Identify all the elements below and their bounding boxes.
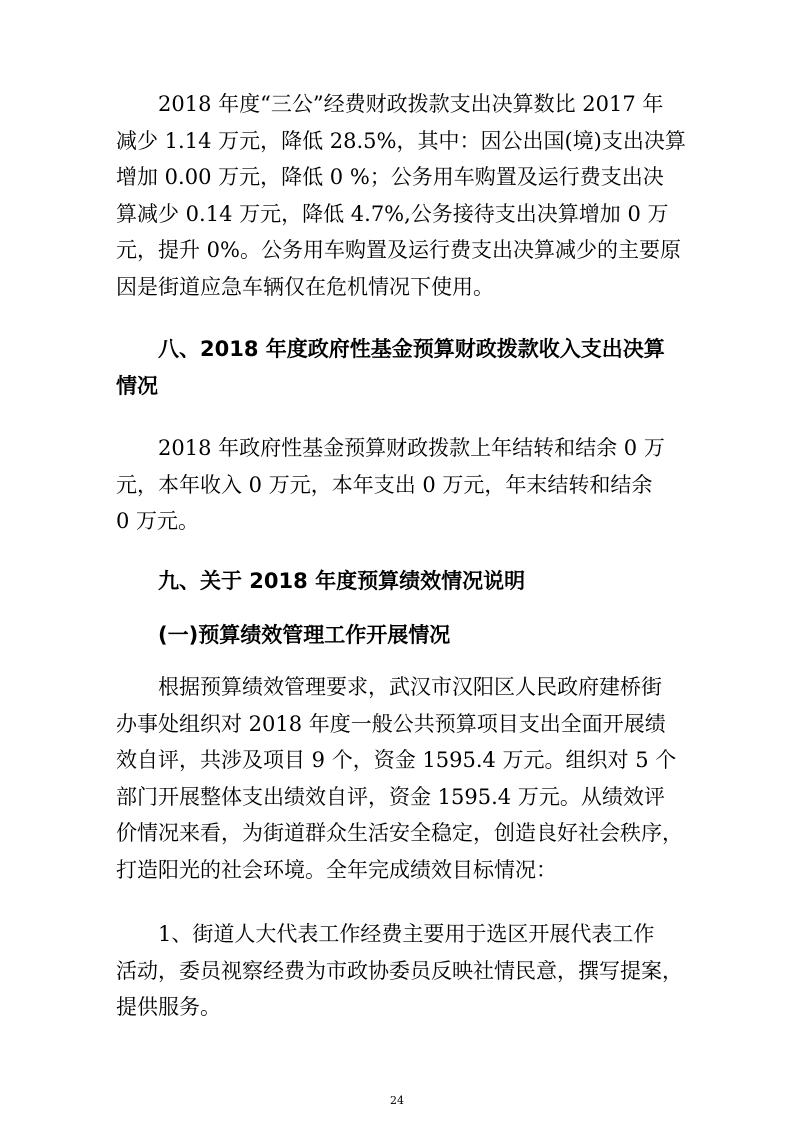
text-line: 活动，委员视察经费为市政协委员反映社情民意，撰写提案， [116, 958, 683, 983]
text-line: 效自评，共涉及项目 9 个，资金 1595.4 万元。组织对 5 个 [116, 748, 677, 772]
subsection-heading-1 [116, 617, 696, 654]
text-line: 提供服务。 [116, 995, 221, 1019]
paragraph-sangong-expenditure [116, 86, 696, 305]
paragraph-performance-management [116, 669, 696, 888]
text-line: 2018 年度“三公”经费财政拨款支出决算数比 2017 年 [158, 92, 664, 116]
section-heading-8 [116, 331, 696, 404]
text-line: 元，本年收入 0 万元，本年支出 0 万元，年末结转和结余 [116, 472, 653, 497]
text-line: 1、街道人大代表工作经费主要用于选区开展代表工作 [158, 922, 655, 946]
page-number: 24 [390, 1094, 404, 1107]
text-line: 增加 0.00 万元，降低 0 %；公务用车购置及运行费支出决 [116, 165, 664, 189]
heading-line: 九、关于 2018 年度预算绩效情况说明 [158, 569, 526, 593]
text-line: 部门开展整体支出绩效自评，资金 1595.4 万元。从绩效评 [116, 784, 665, 809]
text-line: 根据预算绩效管理要求，武汉市汉阳区人民政府建桥街 [158, 675, 662, 699]
heading-line: (一)预算绩效管理工作开展情况 [158, 623, 451, 647]
paragraph-government-fund [116, 430, 696, 540]
text-line: 2018 年政府性基金预算财政拨款上年结转和结余 0 万 [158, 436, 665, 460]
paragraph-item-1 [116, 916, 696, 1026]
text-line: 因是街道应急车辆仅在危机情况下使用。 [116, 274, 494, 299]
text-line: 办事处组织对 2018 年度一般公共预算项目支出全面开展绩 [116, 711, 666, 736]
text-line: 减少 1.14 万元，降低 28.5%，其中：因公出国(境)支出决算 [116, 128, 686, 153]
heading-line: 情况 [116, 373, 158, 398]
text-line: 价情况来看，为街道群众生活安全稳定，创造良好社会秩序， [116, 821, 683, 845]
heading-line: 八、2018 年度政府性基金预算财政拨款收入支出决算 [158, 337, 665, 361]
text-line: 0 万元。 [116, 509, 200, 533]
text-line: 元，提升 0%。公务用车购置及运行费支出决算减少的主要原 [116, 238, 681, 262]
text-line: 打造阳光的社会环境。全年完成绩效目标情况： [116, 857, 557, 882]
section-heading-9 [116, 563, 696, 600]
text-line: 算减少 0.14 万元，降低 4.7%,公务接待支出决算增加 0 万 [116, 201, 669, 226]
